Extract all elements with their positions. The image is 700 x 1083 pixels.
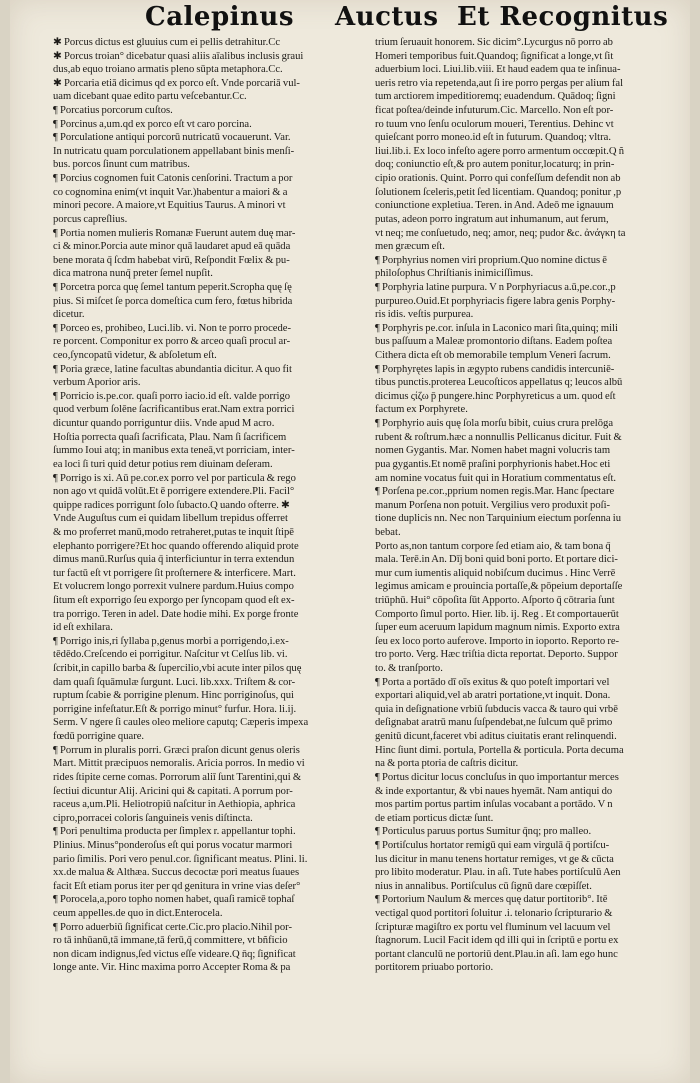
text-line: tione duplicis nn. Nec non Tarquinium eiectum porſenna iu bbox=[375, 513, 622, 525]
text-line: portitorem priuabo portorio. bbox=[375, 962, 494, 974]
text-line: ¶ Porocela,a,poro topho nomen habet, quaſi ramicē tophaſ bbox=[53, 894, 295, 906]
running-header bbox=[10, 2, 690, 36]
text-line: bene morata q̄ ſcdm habebat virū, Reſpondit Fœlix & pu- bbox=[53, 254, 290, 266]
text-line: bus. porcos ſinunt cum matribus. bbox=[53, 159, 190, 171]
text-line: coniunctione expletiua. Teren. in And. Adeō me ignauum bbox=[375, 200, 614, 212]
text-line: pro libito moderatur. Plau. in aſi. Tute habes portiſculū Aen bbox=[375, 867, 621, 879]
text-line: ¶ Porrigo inis,ri ſyllaba p,genus morbi a porrigendo,i.ex- bbox=[53, 635, 289, 647]
text-line: na & porta ptoria de caſtris dicitur. bbox=[375, 758, 519, 770]
text-line: ¶ Portia nomen mulieris Romanæ Fuerunt autem duę mar- bbox=[53, 227, 296, 239]
text-line: quippe radices porrigunt ſolo ſubacto.Q uando ofterre. ✱ bbox=[53, 499, 290, 511]
text-line: ris idis. veſtis purpurea. bbox=[375, 309, 474, 321]
text-line: ficat poſtea/deinde infuturum.Cic. Marcello. Non eſt por- bbox=[375, 105, 614, 117]
text-line: tur factū eſt vt porrigere ſit proſternere & interficere. Mart. bbox=[53, 567, 296, 579]
text-line: liui.lib.i. Ex loco infeſto agere porro armentum occœpit.Q ñ bbox=[375, 145, 625, 157]
text-line: de etiam porticus dictæ ſunt. bbox=[375, 812, 494, 824]
text-line: triūphū. Hui° cōpoſita ſūt Apporto. Aſporto q̄ cōtraria ſunt bbox=[375, 594, 615, 606]
text-line: Comporto ſimul porto. Hier. lib. ij. Reg . Et comportauerūt bbox=[375, 608, 619, 620]
text-line: ¶ Poria græce, latine facultas abundantia dicitur. A quo fit bbox=[53, 363, 292, 375]
text-line: doq; coniunctio eſt,& pro autem ponitur,locaturq; in prin- bbox=[375, 159, 615, 171]
text-line: dicetur. bbox=[53, 309, 85, 321]
text-line: aduerbium loci. Liui.lib.viii. Et haud eadem qua te inſinua- bbox=[375, 64, 621, 76]
text-line: raceus a,um.Pli. Heliotropiū naſcitur in Aethiopia, aphrica bbox=[53, 799, 296, 811]
header-center-word: Auctus bbox=[335, 2, 439, 32]
text-line: rides ſtipite cerne comas. Porrorum aliī ſunt Tarentini,qui & bbox=[53, 771, 302, 783]
text-line: verbum Aporior aris. bbox=[53, 377, 141, 389]
text-line: non ago vt quidā volūt.Et ē porrigere extendere.Pli. Facil° bbox=[53, 486, 295, 498]
text-line: ueris retro via repetenda,aut ſi ire porro pergas per alium fal bbox=[375, 77, 624, 89]
text-line: ceo,ſyncopatū videtur, & abſoletum eſt. bbox=[53, 350, 217, 362]
text-line: manum Porſena non potuit. Vergilius vero produxit poſi- bbox=[375, 499, 611, 511]
text-line: mur cum iumentis aliquid nobiſcum ducimus . Hinc Verrē bbox=[375, 567, 616, 579]
text-line: ¶ Porcius cognomen fuit Catonis cenſorini. Tractum a por bbox=[53, 173, 293, 185]
header-left-word: Calepinus bbox=[145, 2, 294, 32]
text-line: Hinc ſiunt dimi. portula, Portella & porticula. Porta decuma bbox=[375, 744, 624, 756]
text-line: elephanto porrigere?Et hoc quando offerendo aliquid prote bbox=[53, 540, 299, 552]
text-line: exportari aliquid,vel ab aratri portatione,vt inquit. Dona. bbox=[375, 690, 611, 702]
text-line: am nomine vocatus fuit qui in Horatium commentatus eſt. bbox=[375, 472, 617, 484]
header-right-word: Et Recognitus bbox=[457, 2, 669, 32]
text-line: vectigal quod portitori ſoluitur .i. telonario ſcripturario & bbox=[375, 908, 613, 919]
text-line: ¶ Porſena pe.cor.,pprium nomen regis.Mar. Hanc ſpectare bbox=[375, 486, 615, 498]
text-line: ſcribit,in capillo barba & ſupercilio,vbi acute inter pilos quę bbox=[53, 663, 302, 675]
text-line: tum arctiorem impeditioremq; euadendum. Quādoq; ſigni bbox=[375, 91, 616, 103]
text-line: ſuper eum aceruum lapidum magnum nimis. Exporto extra bbox=[375, 622, 620, 634]
text-line: xx.de malua & Althæa. Succus decoctæ pori meatus ſuaues bbox=[53, 867, 300, 879]
text-line: tro porto. Verg. Hæc triſtia dicta reportat. Deporto. Suppor bbox=[375, 649, 618, 661]
text-line: ro tā inhūanū,tā immane,tā ferū,q̄ committere, vt bñficio bbox=[53, 935, 288, 947]
text-line: pario ſimilis. Pori vero penul.cor. ſignificant meatus. Plini. li. bbox=[53, 853, 308, 865]
text-line: longe ante. Vir. Hinc maxima porro Accepter Roma & pa bbox=[53, 962, 291, 974]
text-line: bus paſſuum a Maleæ promontorio diſtans. Eadem poſtea bbox=[375, 336, 613, 348]
text-line: to. & tranſporto. bbox=[375, 663, 443, 675]
text-line: ſectiui dicuntur Alij. Aricini qui & capitati. A porrum por- bbox=[53, 785, 293, 797]
text-line: dus,ab equo troiano armatis pleno sūpta metaphora.Cc. bbox=[53, 64, 283, 76]
text-line: Mart. Mittit præcipuos nemoralis. Aricia porros. In medio vi bbox=[53, 758, 305, 770]
text-line: ¶ Porphyris pe.cor. inſula in Laconico mari ſita,quinq; mili bbox=[375, 322, 618, 334]
text-line: portant clanculū ne portoriū dent.Plau.in aſi. lam ego hunc bbox=[375, 948, 618, 960]
text-line: ſtagnorum. Lucil Facit idem qd illi qui in ſcriptū e portu ex bbox=[375, 935, 619, 947]
text-line: ¶ Porphyrio auis quę ſola morſu bibit, cuius crura prelōga bbox=[375, 418, 614, 430]
text-line: dica matrona nunq̄ preter ſemel nupſit. bbox=[53, 268, 213, 280]
text-line: legimus amicam e prouincia portaſſe,& pōpeium deportaſſe bbox=[375, 581, 623, 593]
text-line: Serm. V ngere ſi caules oleo meliore caputq; Cæperis impexa bbox=[53, 717, 309, 729]
text-line: ¶ Pori penultima producta per ſimplex r. appellantur tophi. bbox=[53, 826, 296, 838]
text-line: vt neq; me conſuetudo, neq; amor, neq; pudor &c. ἀνάγκη ta bbox=[375, 227, 626, 239]
text-line: ¶ Porphyrius nomen viri proprium.Quo nomine dictus ē bbox=[375, 254, 607, 266]
text-line: trium ſeruauit honorem. Sic dicim°.Lycurgus nō porro ab bbox=[375, 37, 613, 48]
text-line: men græcum eſt. bbox=[375, 241, 445, 253]
text-line: fœdū porrigine quare. bbox=[53, 731, 145, 743]
left-text-column bbox=[53, 36, 363, 975]
text-line: Cithera dicta eſt ob memorabile templum Veneri ſacrum. bbox=[375, 350, 611, 362]
text-line: ¶ Porcetra porca quę ſemel tantum peperit.Scropha quę ſę bbox=[53, 281, 292, 293]
text-line: ¶ Portorium Naulum & merces quę datur portitorib°. Itē bbox=[375, 894, 608, 906]
text-line: ¶ Porphyrętes lapis in ægypto rubens candidis intercuniē- bbox=[375, 363, 615, 375]
text-line: rubent & roſtrum.hæc a nonnullis Pellicanus dicitur. Fuit & bbox=[375, 431, 622, 443]
text-line: ro tuum vno ſenſu oculorum moueri, Terentius. Dehinc vt bbox=[375, 118, 614, 130]
text-line: porcus capreſlius. bbox=[53, 213, 128, 225]
text-line: porrigine infeſtatur.Eſt & porrigo minut° furfur. Hora. li.ij. bbox=[53, 703, 297, 715]
text-line: pius. Si miſcet ſe porca domeſtica cum fero, fœtus hibrida bbox=[53, 295, 293, 307]
text-line: philoſophus Chriſtianis inimiciſſimus. bbox=[375, 268, 534, 280]
text-line: ſeu ex loco porto auferove. Importo in ioporto. Reporto re- bbox=[375, 635, 620, 647]
text-line: Et volucrem longo porrexit vulnere pardum.Huius compo bbox=[53, 581, 294, 593]
text-line: ✱ Porcaria etiā dicimus qd ex porco eſt. Vnde porcariā vul- bbox=[53, 77, 300, 89]
text-line: ſummo Ioui atq; in manibus exta teneā,vt porriciam, inter- bbox=[53, 445, 295, 457]
text-line: facit Eſt etiam porus iter per qd genitura in vrine vias deſer° bbox=[53, 880, 301, 892]
text-line: id eſt exhilara. bbox=[53, 622, 113, 634]
text-line: ✱ Porcus dictus est gluuius cum ei pellis detrahitur.Cc bbox=[53, 37, 281, 48]
text-line: ¶ Portiſculus hortator remigū qui eam virgulā q̄ portiſcu- bbox=[375, 839, 610, 851]
text-line: ¶ Porcatius porcorum cuſtos. bbox=[53, 105, 173, 117]
text-line: purpureo.Ouid.Et porphyriacis figere labra genis Porphy- bbox=[375, 295, 616, 307]
text-line: Plinius. Minus°ponderoſus eſt qui porus vocatur marmori bbox=[53, 839, 293, 851]
text-line: ſolutionem ſceleris,petit ſed licentiam. Quandoq; ponitur ,p bbox=[375, 186, 622, 198]
text-line: ci & minor.Porcia aute minor quā laudaret apud eā quāda bbox=[53, 241, 291, 253]
text-line: nomen Gygantis. Mar. Nomen habet magni volucris tam bbox=[375, 445, 611, 457]
text-line: dam quaſi ſquāmulæ ſurgunt. Luci. lib.xxx. Triſtem & cor- bbox=[53, 676, 296, 688]
right-text-column bbox=[375, 36, 687, 975]
text-line: lus dicitur in manu tenens hortatur remiges, vt ge & cūcta bbox=[375, 853, 614, 865]
text-line: dimus manū.Rurſus quia q̄ interficiuntur in terra extendun bbox=[53, 554, 295, 566]
text-line: minori pecore. A maiore,vt Equitius Taurus. A minori vt bbox=[53, 200, 286, 212]
text-line: putas, adeon porro ingratum aut inhumanum, aut ferum, bbox=[375, 213, 609, 225]
text-line: ¶ Porculatione antiqui porcorū nutricatū vocauerunt. Var. bbox=[53, 132, 291, 144]
text-line: ¶ Porricio is.pe.cor. quaſi porro iacio.id eſt. valde porrigo bbox=[53, 390, 291, 402]
text-line: ¶ Portus dicitur locus concluſus in quo importantur merces bbox=[375, 771, 619, 783]
text-line: cipro,porracei coloris ſanguineis venis diſtincta. bbox=[53, 812, 253, 824]
text-line: ¶ Porphyria latine purpura. V n Porphyriacus a.ū,pe.cor.,p bbox=[375, 281, 616, 293]
text-line: Homeri temporibus fuit.Quandoq; ſignificat a longe,vt ſit bbox=[375, 50, 614, 62]
text-line: quia in deſignatione vrbiū ſubducis vacca & tauro qui vrbē bbox=[375, 703, 618, 715]
text-line: & inde exportantur, & vbi naues hyemāt. Nam antiqui do bbox=[375, 785, 613, 797]
book-page bbox=[10, 0, 690, 1083]
text-line: ſcripturæ magiſtro ex portu vel fluminum vel lacuum vel bbox=[375, 921, 611, 933]
text-line: ¶ Porticulus paruus portus Sumitur q̄nq; pro malleo. bbox=[375, 826, 592, 838]
text-line: ¶ Porro aduerbiū ſignificat certe.Cic.pro placio.Nihil por- bbox=[53, 921, 292, 933]
text-line: uam dicebant quae edito partu veſcebantur.Cc. bbox=[53, 91, 247, 103]
text-line: Porto as,non tantum corpore ſed etiam aio, & tam bona q̄ bbox=[375, 540, 611, 552]
text-line: bebat. bbox=[375, 526, 401, 538]
text-line: ¶ Porceo es, prohibeo, Luci.lib. vi. Non te porro procede- bbox=[53, 322, 292, 334]
text-line: ¶ Porta a portādo dī oīs exitus & quo poteſt importari vel bbox=[375, 676, 610, 688]
text-line: co cognomina enim(vt inquit Var.)habentur a maiori & a bbox=[53, 186, 288, 198]
text-line: mos partim portus partim inſulas vocabant a portādo. V n bbox=[375, 799, 613, 811]
text-line: mala. Terē.in An. Dīj boni quid boni porto. Et portare dici- bbox=[375, 554, 618, 566]
text-line: tibus punctis.proterea Leucoſticos appellatus q; leucos albū bbox=[375, 377, 623, 389]
text-line: dicimus ςίζω p̄ pungere.hinc Porphyreticus a um. quod eſt bbox=[375, 390, 616, 402]
text-line: ea loci ſi turi quid detur potius rem diuinam deſeram. bbox=[53, 458, 273, 470]
text-line: ¶ Porcinus a,um.qd ex porco eſt vt caro porcina. bbox=[53, 118, 252, 130]
text-line: factum ex Porphyrete. bbox=[375, 404, 468, 416]
text-line: pua gygantis.Et nomē praſini porphyrionis habet.Hoc eti bbox=[375, 458, 611, 470]
text-line: & mo proferret manū,modo retraheret,putas te inquit ſtipē bbox=[53, 526, 294, 538]
text-line: non dicam indignus,ſed victus eſſe videare.Q n̄q; ſignificat bbox=[53, 948, 296, 960]
text-line: Vnde Auguſtus cum ei quidam libellum trepidus offerret bbox=[53, 513, 288, 525]
text-line: quod verbum ſolēne ſacrificantibus erat.Nam extra porrici bbox=[53, 404, 295, 416]
text-line: ¶ Porrum in pluralis porri. Græci praſon dicunt genus oleris bbox=[53, 744, 300, 756]
text-line: re porcent. Componitur ex porro & arceo quaſi procul ar- bbox=[53, 336, 291, 348]
text-line: nius in annalibus. Portiſculus cū ſignū dare cœpiſſet. bbox=[375, 880, 592, 892]
text-line: ceum appelles.de quo in dict.Enterocela. bbox=[53, 908, 223, 919]
text-line: ruptum ſcabie & porrigine plenum. Hinc porriginoſus, qui bbox=[53, 690, 294, 702]
text-line: ¶ Porrigo is xi. Aū pe.cor.ex porro vel por particula & rego bbox=[53, 472, 296, 484]
text-line: In nutricatu quam porculationem appellabant binis menſi- bbox=[53, 145, 295, 157]
text-line: quieſcant porro moneo.id eſt in futurum. Quandoq; vltra. bbox=[375, 132, 611, 144]
text-line: deſignabat aratrū manu ſuſpendebat,ne ſulcum quē primo bbox=[375, 717, 613, 729]
text-line: tra porrigo. Teren in adel. Date hodie mihi. Ex porge fronte bbox=[53, 608, 299, 620]
text-line: dicuntur quando porriguntur diis. Vnde apud M acro. bbox=[53, 418, 275, 430]
text-line: cipio orationis. Quint. Porro qui confeſſum defendit non ab bbox=[375, 173, 621, 185]
text-line: ſitum eſt exporrigo ſeu exporgo per ſyncopam quod eſt ex- bbox=[53, 594, 295, 606]
text-line: ✱ Porcus troian° dicebatur quasi aliis aīalibus inclusis graui bbox=[53, 50, 304, 62]
text-line: genitū dicunt,faceret vbi aditus ciuitatis erant relinquendi. bbox=[375, 731, 617, 743]
text-line: tēdēdo.Creſcendo ei porrigitur. Naſcitur vt Celſus lib. vi. bbox=[53, 649, 288, 661]
text-line: Hoſtia porrecta quaſi ſacrificata, Plau. Nam ſi ſacrificem bbox=[53, 431, 287, 443]
